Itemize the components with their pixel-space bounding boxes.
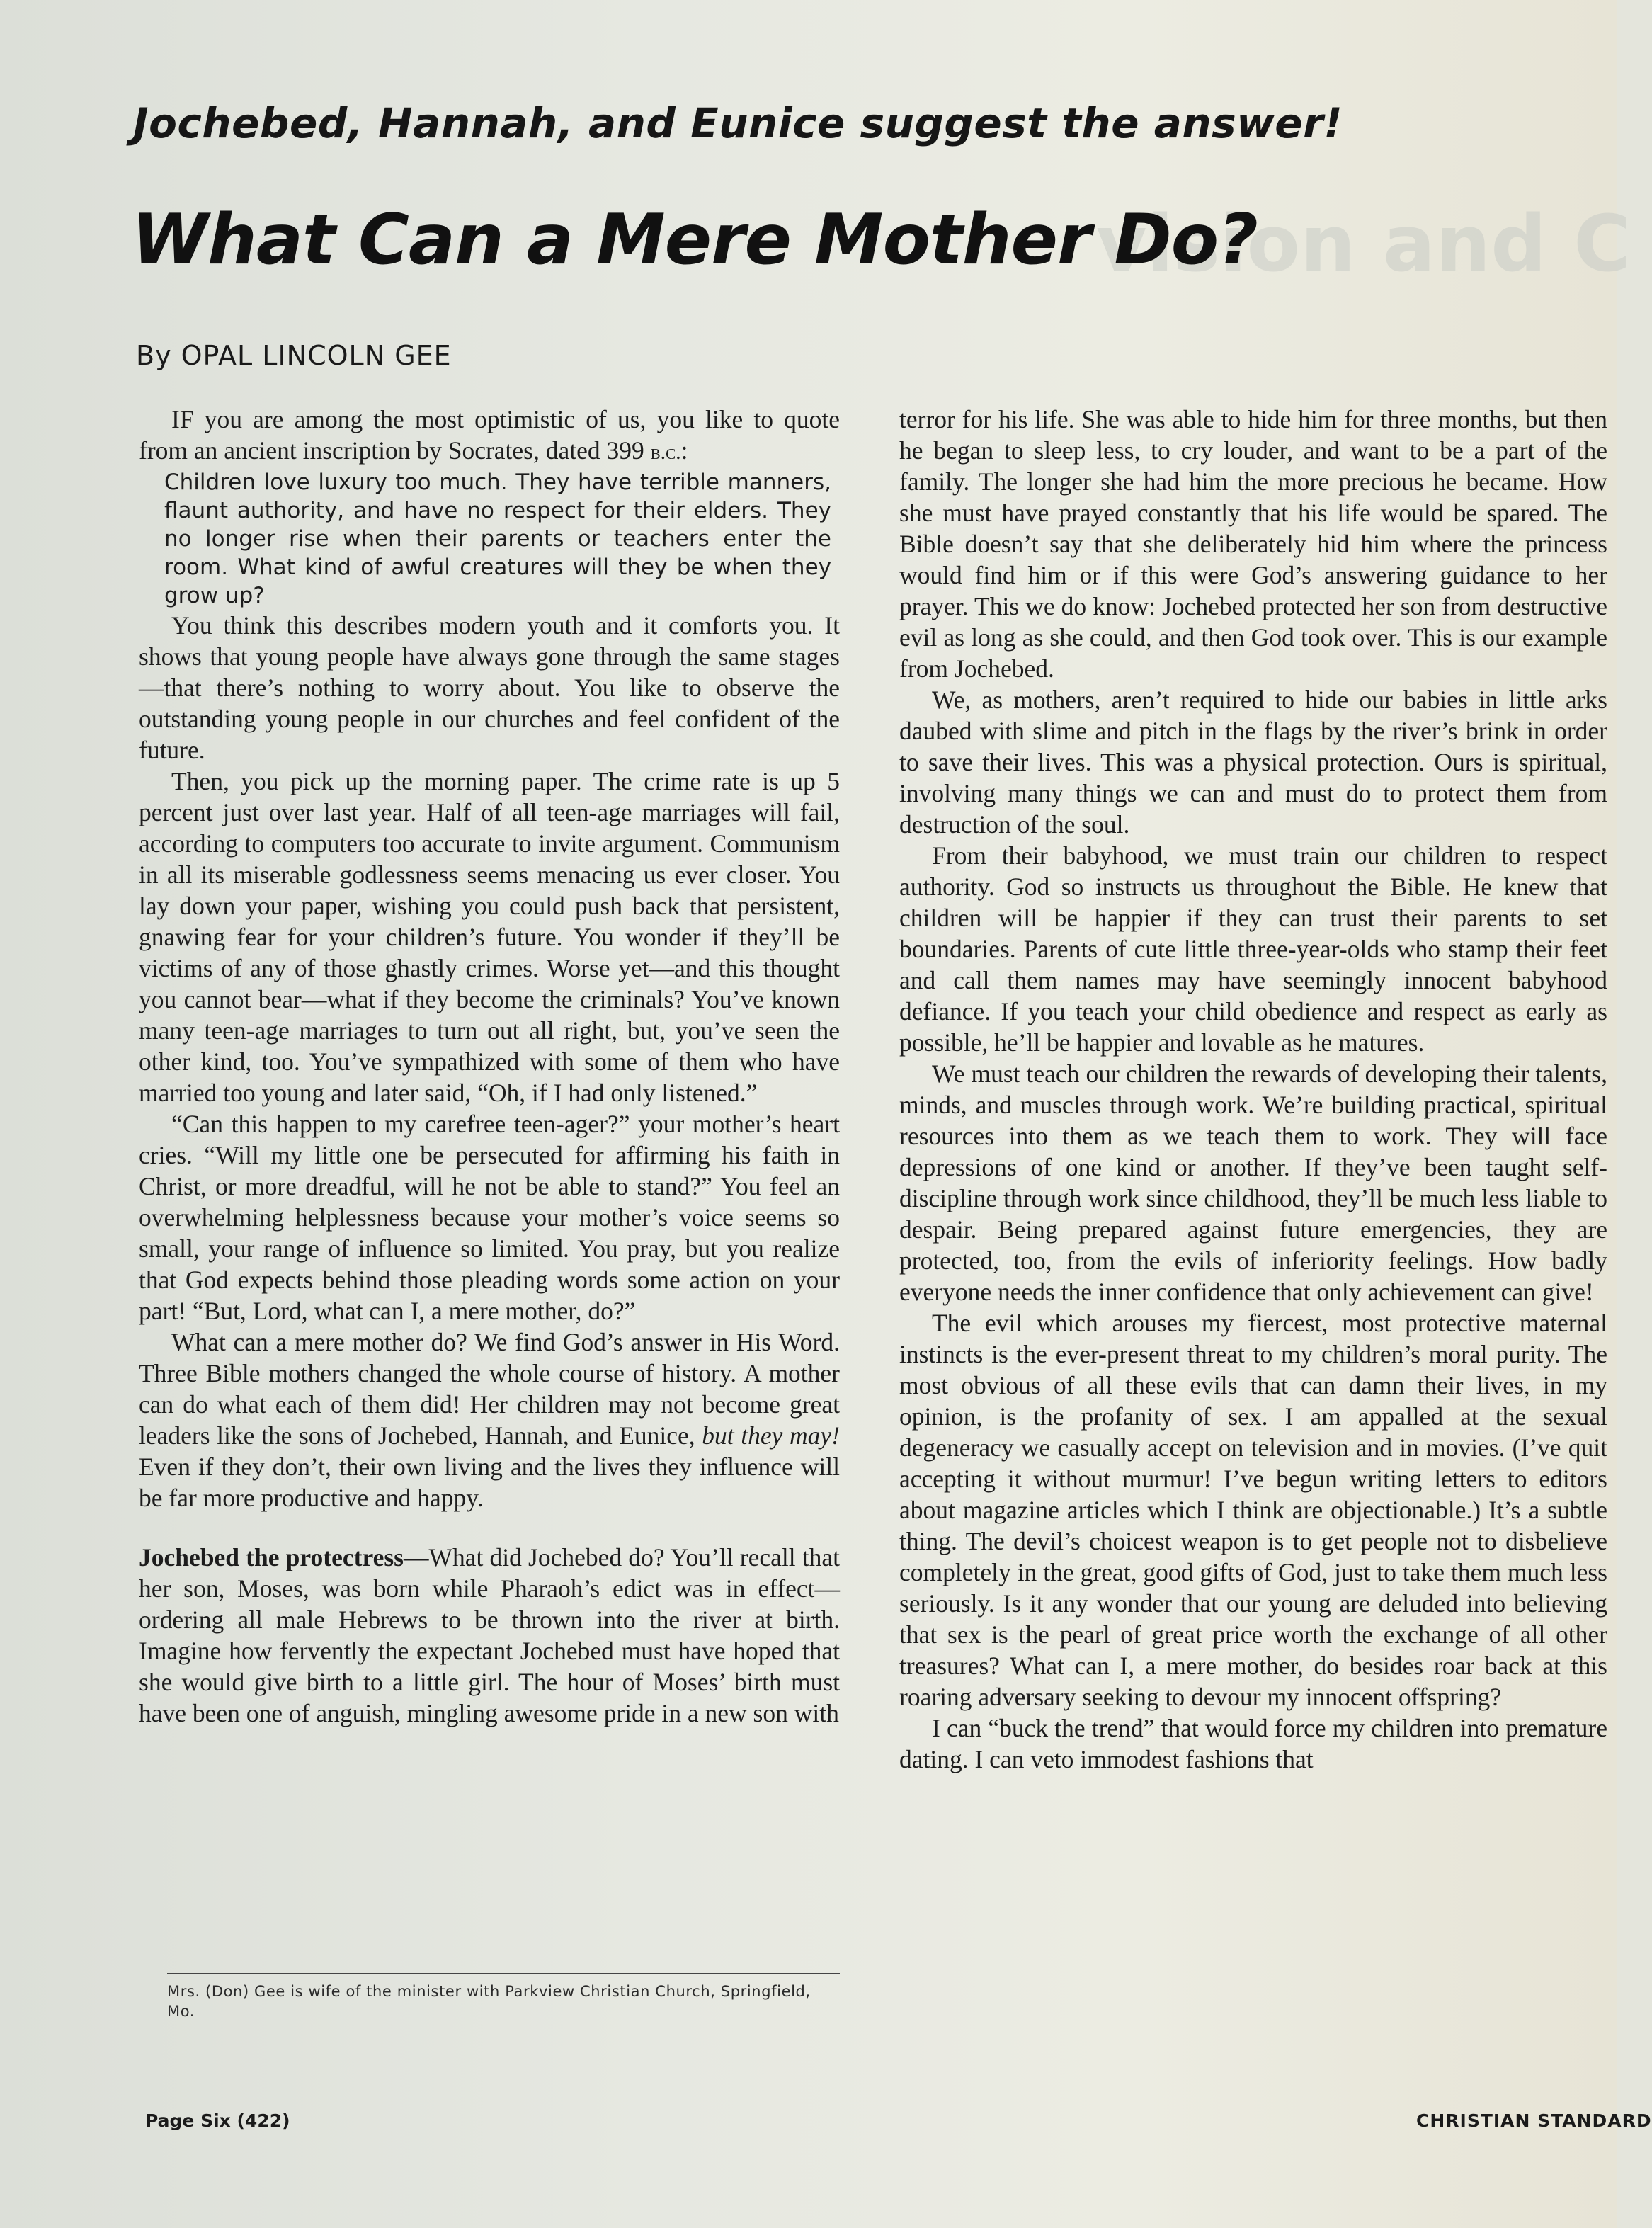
paragraph: From their babyhood, we must train our children to respect authority. God so instructs us throughout the Bible. He knew that children will be happier if they can trust their parents to set boundaries. Parents of cute little three-year-olds who stamp their feet and call them names may have seemingly innocent babyhood defiance. If you teach your child obedience and respect as early as possible, he’ll be happier and lovable as he matures. [899, 841, 1607, 1057]
paragraph [139, 404, 840, 468]
paragraph-text: —What did Jochebed do? You’ll recall that her son, Moses, was born while Pharaoh’s edict was in effect—ordering all male Hebrews to be thrown into the river at birth. Imagine how fervently the expectant Jochebed must have hoped that she would give birth to a little girl. The hour of Moses’ birth must have been one of anguish, mingling awesome pride in a new son with [139, 1543, 840, 1727]
paragraph-text: Even if they don’t, their own living and the lives they influence will be far more productive and happy. [139, 1453, 840, 1512]
section-run-in-heading: Jochebed the protectress [139, 1543, 404, 1571]
article-title: What Can a Mere Mother Do? [132, 200, 1258, 280]
paragraph-text: IF you are among the most optimistic of us, you like to quote from an ancient inscription by Socrates, dated 399 [139, 405, 840, 465]
paragraph: You think this describes modern youth and it comforts you. It shows that young people have always gone through the same stages—that there’s nothing to worry about. You like to observe the outstanding young people in our churches and feel confident of the future. [139, 611, 840, 764]
paragraph: We must teach our children the rewards of developing their talents, minds, and muscles through work. We’re building practical, spiritual resources into them as we teach them to work. They will face depressions of one kind or another. If they’ve been taught self-discipline through work since childhood, they’ll be much less liable to despair. Being prepared against future emergencies, they are protected, too, from the evils of inferiority feelings. How badly everyone needs the inner confidence that only achievement can give! [899, 1059, 1607, 1306]
byline: By OPAL LINCOLN GEE [136, 340, 452, 371]
page-folio: Page Six (422) [145, 2110, 290, 2131]
paragraph [139, 1542, 840, 1729]
bleed-through-heading: vision and C [1095, 198, 1631, 289]
paragraph-text: What can a mere mother do? We find God’s answer in His Word. Three Bible mothers changed the whole course of history. A mother can do what each of them did! Her children may not become great leaders like the sons of Jochebed, Hannah, and Eunice, [139, 1328, 840, 1450]
left-column [139, 404, 840, 1729]
paragraph: The evil which arouses my fiercest, most protective maternal instincts is the ever-present threat to my children’s moral purity. The most obvious of all these evils that can damn their lives, in my opinion, is the profanity of sex. I am appalled at the sexual degeneracy we casually accept on television and in movies. (I’ve quit accepting it without murmur! I’ve begun writing letters to editors about magazine articles which I think are objectionable.) It’s a subtle thing. The devil’s choicest weapon is to get people not to disbelieve completely in the great, good gifts of God, just to take them much less seriously. Is it any wonder that our young are deluded into believing that sex is the pearl of great price worth the exchange of all other treasures? What can I, a mere mother, do besides roar back at this roaring adversary seeking to devour my innocent offspring? [899, 1309, 1607, 1711]
paragraph: I can “buck the trend” that would force my children into premature dating. I can veto immodest fashions that [899, 1714, 1607, 1773]
emphasis: but they may! [702, 1421, 840, 1450]
block-quote: Children love luxury too much. They have terrible manners, flaunt authority, and have no respect for their elders. They no longer rise when their parents or teachers enter the room. What kind of awful creatures will they be when they grow up? [164, 470, 831, 608]
article-kicker: Jochebed, Hannah, and Eunice suggest the answer! [133, 99, 1343, 147]
publication-name: CHRISTIAN STANDARD [1416, 2110, 1652, 2131]
era-abbreviation: b.c. [650, 441, 681, 464]
paragraph: We, as mothers, aren’t required to hide our babies in little arks daubed with slime and pitch in the flags by the river’s brink in order to save their lives. This was a physical protection. Ours is spiritual, involving many things we can and must do to protect them from destruction of the soul. [899, 686, 1607, 839]
paragraph: terror for his life. She was able to hide him for three months, but then he began to sleep less, to cry louder, and want to be a part of the family. The longer she had him the more precious he became. How she must have prayed constantly that his life would be spared. The Bible doesn’t say that she deliberately hid him where the princess would find him or if this were God’s answering guidance to her prayer. This we do know: Jochebed protected her son from destructive evil as long as she could, and then God took over. This is our example from Jochebed. [899, 405, 1607, 683]
paragraph-text: : [680, 436, 688, 465]
paragraph: Then, you pick up the morning paper. The crime rate is up 5 percent just over last year. Half of all teen-age marriages will fail, according to computers too accurate to invite argument. Communism in all its miserable godlessness seems menacing us ever closer. You lay down your paper, wishing you could push back that persistent, gnawing fear for your children’s future. You wonder if they’ll be victims of any of those ghastly crimes. Worse yet—and this thought you cannot bear—what if they become the criminals? You’ve known many teen-age marriages to turn out all right, but, you’ve seen the other kind, too. You’ve sympathized with some of them who have married too young and later said, “Oh, if I had only listened.” [139, 767, 840, 1107]
paragraph [139, 1326, 840, 1513]
right-column [899, 404, 1607, 1775]
author-footnote: Mrs. (Don) Gee is wife of the minister with Parkview Christian Church, Springfield, Mo. [167, 1973, 840, 2021]
paragraph: “Can this happen to my carefree teen-ager?” your mother’s heart cries. “Will my little one be persecuted for affirming his faith in Christ, or more dreadful, will he not be able to stand?” You feel an overwhelming helplessness because your mother’s voice seems so small, your range of influence so limited. You pray, but you realize that God expects behind those pleading words some action on your part! “But, Lord, what can I, a mere mother, do?” [139, 1110, 840, 1325]
